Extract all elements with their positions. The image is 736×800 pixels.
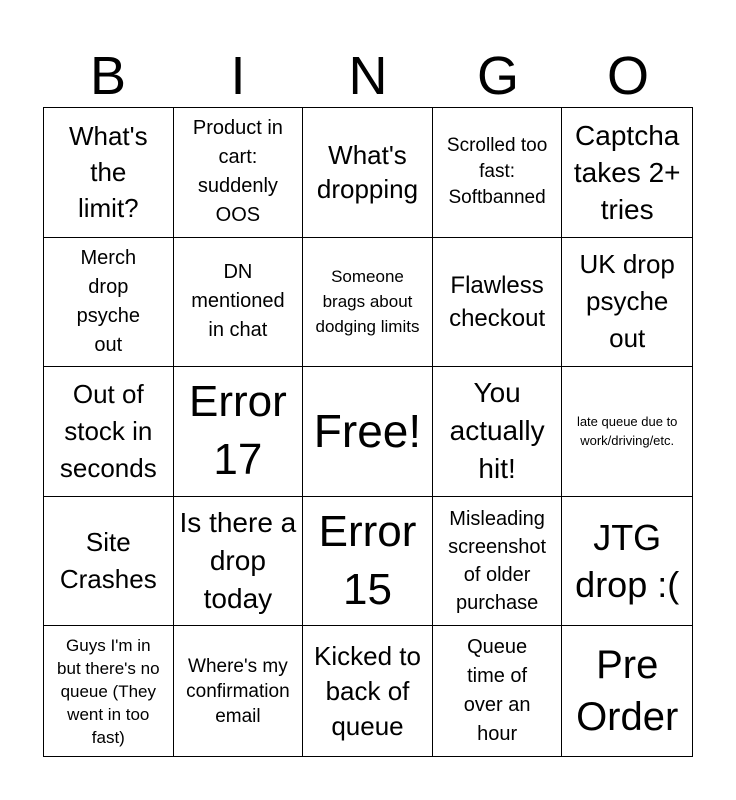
cell-text: UK drop psyche out (579, 249, 675, 354)
bingo-cell[interactable] (433, 626, 563, 756)
bingo-cell[interactable] (433, 497, 563, 627)
bingo-cell[interactable] (562, 108, 692, 238)
bingo-cell[interactable] (174, 497, 304, 627)
cell-text: Merch drop psyche out (76, 246, 140, 356)
cell-text: Where's my confirmation email (186, 655, 290, 727)
cell-text: What's the limit? (68, 121, 148, 224)
bingo-cell[interactable] (303, 238, 433, 368)
bingo-cell[interactable] (433, 238, 563, 368)
bingo-cell[interactable] (44, 108, 174, 238)
cell-text: late queue due to work/driving/etc. (576, 414, 678, 449)
cell-text: Guys I'm in but there's no queue (They went in too fast) (57, 635, 160, 747)
cell-text: Pre Order (576, 643, 679, 740)
cell-text: Misleading screenshot of older purchase (448, 508, 547, 615)
cell-text: Free! (313, 405, 422, 458)
header-letter-b: B (89, 46, 127, 106)
header-letter-n: N (348, 46, 388, 106)
cell-text: JTG drop :( (575, 517, 680, 606)
bingo-cell[interactable] (303, 108, 433, 238)
bingo-cell[interactable] (44, 367, 174, 497)
cell-text: What's dropping (316, 140, 419, 205)
bingo-cell[interactable] (303, 497, 433, 627)
bingo-cell[interactable] (433, 108, 563, 238)
cell-text: Out of stock in seconds (59, 378, 157, 483)
cell-text: Site Crashes (59, 527, 157, 595)
bingo-card (43, 107, 693, 757)
cell-text: Error 17 (189, 377, 287, 485)
cell-text: Flawless checkout (449, 271, 546, 332)
bingo-cell[interactable] (174, 367, 304, 497)
bingo-cell[interactable] (562, 238, 692, 368)
cell-text: DN mentioned in chat (191, 261, 285, 342)
header-letter-i: I (230, 46, 246, 106)
bingo-cell[interactable] (303, 367, 433, 497)
bingo-cell[interactable] (562, 626, 692, 756)
cell-text: Kicked to back of queue (314, 640, 421, 741)
bingo-cell[interactable] (174, 626, 304, 756)
cell-text: Scrolled too fast: Softbanned (446, 135, 548, 209)
header-letter-o: O (606, 46, 649, 106)
bingo-cell[interactable] (433, 367, 563, 497)
bingo-cell[interactable] (174, 108, 304, 238)
cell-text: You actually hit! (449, 377, 545, 485)
bingo-cell[interactable] (174, 238, 304, 368)
cell-text: Is there a drop today (179, 507, 297, 615)
bingo-cell[interactable] (562, 497, 692, 627)
bingo-header (43, 44, 693, 108)
cell-text: Someone brags about dodging limits (315, 267, 420, 337)
cell-text: Product in cart: suddenly OOS (192, 117, 283, 227)
cell-text: Error 15 (318, 507, 417, 615)
header-letter-g: G (476, 46, 519, 106)
bingo-cell[interactable] (44, 626, 174, 756)
bingo-cell[interactable] (44, 238, 174, 368)
bingo-cell[interactable] (44, 497, 174, 627)
cell-text: Captcha takes 2+ tries (573, 119, 681, 225)
bingo-cell[interactable] (303, 626, 433, 756)
bingo-cell[interactable] (562, 367, 692, 497)
cell-text: Queue time of over an hour (463, 636, 531, 746)
